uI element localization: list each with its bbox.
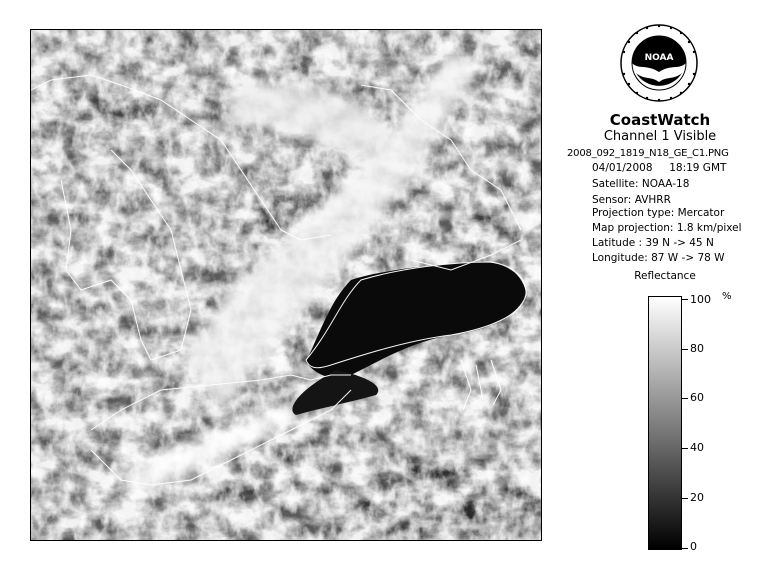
colorbar [648,296,682,550]
colorbar-tick-label: 0 [690,540,697,553]
colorbar-tick-label: 80 [690,342,704,355]
colorbar-tick [682,398,688,399]
meta-value: 1.8 km/pixel [676,222,742,234]
meta-label: Projection type: [592,207,675,219]
meta-value: NOAA-18 [641,178,690,190]
noaa-logo [619,20,699,106]
channel-subtitle: Channel 1 Visible [603,129,717,144]
meta-value: Mercator [677,207,725,219]
meta-satellite [592,178,689,191]
meta-projection-type [592,207,724,220]
colorbar-tick [682,498,688,499]
colorbar-tick-label: 60 [690,391,704,404]
meta-value: 39 N -> 45 N [645,237,714,249]
colorbar-tick [682,349,688,350]
meta-label: Latitude : [592,237,643,249]
colorbar-tick-label: 100 [690,293,711,306]
colorbar-tick [682,299,688,300]
noaa-logo-icon [619,20,699,106]
meta-value: AVHRR [634,194,671,206]
meta-label: Satellite: [592,178,639,190]
meta-value: 87 W -> 78 W [651,252,725,264]
colorbar-label: Reflectance [634,270,696,282]
app-title: CoastWatch [609,111,711,129]
meta-sensor [592,194,671,207]
meta-label: Map projection: [592,222,674,234]
colorbar-tick [682,548,688,549]
colorbar-tick-label: 40 [690,441,704,454]
date-time: 04/01/2008 18:19 GMT [592,162,727,174]
satellite-image [30,29,542,541]
satellite-image-svg [31,30,541,540]
meta-label: Longitude: [592,252,648,264]
meta-longitude [592,252,725,265]
meta-map-projection [592,222,742,235]
colorbar-tick [682,448,688,449]
colorbar-unit: % [722,291,732,302]
meta-latitude [592,237,714,250]
colorbar-tick-label: 20 [690,491,704,504]
meta-label: Sensor: [592,194,632,206]
svg-text:NOAA: NOAA [644,53,674,63]
file-name: 2008_092_1819_N18_GE_C1.PNG [567,148,729,159]
